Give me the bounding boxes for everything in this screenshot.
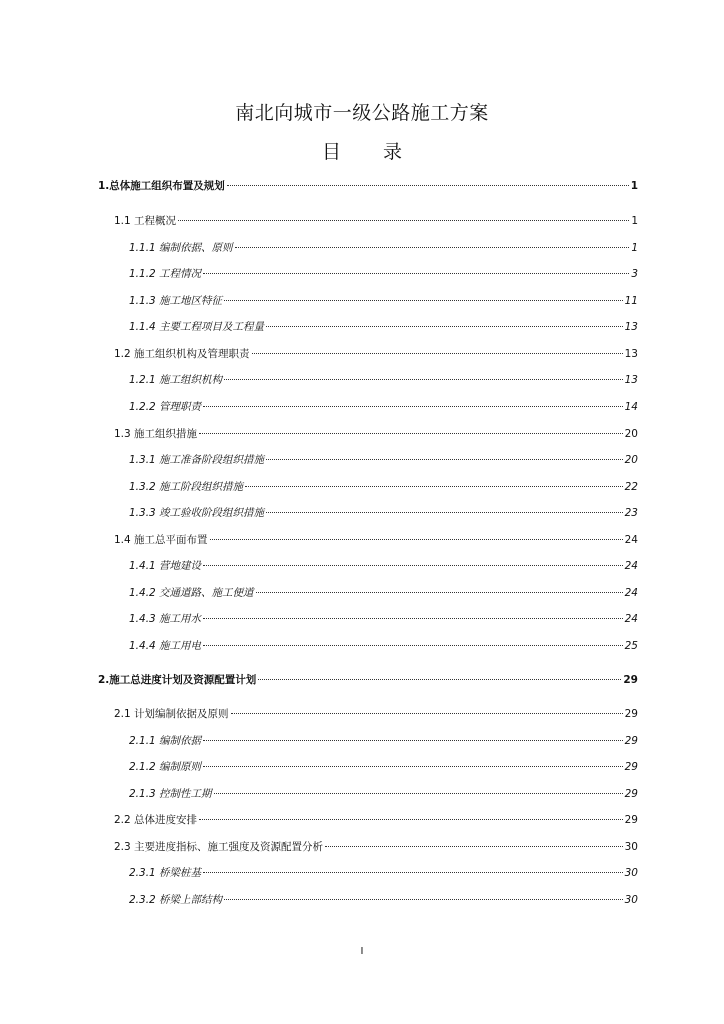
toc-entry-label: 2.1.1 编制依据 [129, 735, 202, 747]
toc-entry-page: 25 [624, 640, 638, 652]
toc-entry[interactable] [114, 532, 638, 548]
toc-entry-page: 29 [624, 735, 638, 747]
toc-entry[interactable] [129, 585, 638, 601]
toc-leader-dots [199, 819, 623, 820]
toc-entry-label: 1.3.3 竣工验收阶段组织措施 [129, 507, 265, 519]
toc-leader-dots [231, 713, 623, 714]
toc-entry-label: 2.3 主要进度指标、施工强度及资源配置分析 [114, 841, 324, 853]
toc-heading: 目 录 [321, 141, 421, 163]
toc-entry-page: 24 [624, 534, 638, 546]
toc-leader-dots [227, 185, 629, 186]
toc-leader-dots [199, 433, 623, 434]
toc-entry-label: 2.2 总体进度安排 [114, 814, 198, 826]
toc-entry-page: 1 [631, 215, 638, 227]
toc-entry-label: 1.2.2 管理职责 [129, 401, 202, 413]
toc-entry[interactable] [129, 452, 638, 468]
toc-entry[interactable] [129, 759, 638, 775]
toc-entry-label: 1.3 施工组织措施 [114, 428, 198, 440]
toc-leader-dots [266, 512, 623, 513]
toc-entry-label: 1.总体施工组织布置及规划 [98, 180, 225, 192]
toc-entry-page: 1 [631, 242, 638, 254]
toc-leader-dots [224, 899, 623, 900]
toc-leader-dots [210, 539, 623, 540]
toc-entry[interactable] [129, 733, 638, 749]
toc-entry[interactable] [129, 892, 638, 908]
toc-entry-page: 11 [624, 295, 638, 307]
toc-entry-label: 2.3.2 桥梁上部结构 [129, 894, 223, 906]
toc-leader-dots [203, 406, 623, 407]
toc-leader-dots [178, 220, 629, 221]
toc-entry-page: 3 [631, 268, 638, 280]
toc-entry-page: 24 [624, 587, 638, 599]
toc-leader-dots [203, 645, 623, 646]
toc-entry-label: 1.1.1 编制依据、原则 [129, 242, 233, 254]
toc-entry-page: 13 [624, 374, 638, 386]
toc-entry-page: 29 [624, 788, 638, 800]
toc-entry[interactable] [129, 786, 638, 802]
page-number: I [360, 946, 364, 957]
document-title: 南北向城市一级公路施工方案 [235, 102, 489, 124]
toc-entry-page: 22 [624, 481, 638, 493]
toc-entry[interactable] [129, 372, 638, 388]
toc-entry[interactable] [129, 399, 638, 415]
toc-leader-dots [203, 766, 623, 767]
toc-entry-label: 2.1.3 控制性工期 [129, 788, 212, 800]
toc-leader-dots [214, 793, 623, 794]
toc-entry-label: 1.4.4 施工用电 [129, 640, 202, 652]
toc-entry[interactable] [129, 638, 638, 654]
toc-leader-dots [203, 273, 629, 274]
toc-entry-label: 2.1 计划编制依据及原则 [114, 708, 229, 720]
toc-leader-dots [256, 592, 623, 593]
toc-entry-page: 29 [624, 708, 638, 720]
toc-entry[interactable] [114, 346, 638, 362]
toc-entry[interactable] [129, 319, 638, 335]
toc-leader-dots [203, 565, 623, 566]
toc-entry-label: 1.1.4 主要工程项目及工程量 [129, 321, 265, 333]
toc-entry[interactable] [129, 865, 638, 881]
toc-entry[interactable] [129, 611, 638, 627]
toc-entry-label: 1.1 工程概况 [114, 215, 177, 227]
toc-entry-page: 20 [624, 454, 638, 466]
toc-leader-dots [258, 679, 621, 680]
toc-entry[interactable] [114, 706, 638, 722]
toc-leader-dots [203, 618, 623, 619]
toc-entry[interactable] [129, 240, 638, 256]
toc-entry-label: 1.1.3 施工地区特征 [129, 295, 223, 307]
toc-entry-page: 30 [624, 867, 638, 879]
toc-leader-dots [245, 486, 623, 487]
toc-entry-label: 1.3.1 施工准备阶段组织措施 [129, 454, 265, 466]
toc-entry[interactable] [114, 213, 638, 229]
toc-leader-dots [203, 872, 623, 873]
toc-entry-page: 30 [624, 894, 638, 906]
toc-entry[interactable] [129, 266, 638, 282]
toc-entry-label: 1.1.2 工程情况 [129, 268, 202, 280]
toc-leader-dots [235, 247, 630, 248]
toc-entry-label: 1.4.3 施工用水 [129, 613, 202, 625]
toc-leader-dots [266, 326, 623, 327]
toc-entry-page: 29 [623, 674, 638, 686]
toc-entry[interactable] [114, 426, 638, 442]
toc-entry[interactable] [114, 839, 638, 855]
toc-entry-label: 2.1.2 编制原则 [129, 761, 202, 773]
toc-entry-page: 30 [624, 841, 638, 853]
toc-entry-label: 2.3.1 桥梁桩基 [129, 867, 202, 879]
toc-entry-label: 1.4.1 营地建设 [129, 560, 202, 572]
toc-entry-label: 2.施工总进度计划及资源配置计划 [98, 674, 257, 686]
toc-entry-page: 24 [624, 613, 638, 625]
toc-entry-label: 1.3.2 施工阶段组织措施 [129, 481, 244, 493]
toc-entry-page: 13 [624, 321, 638, 333]
toc-entry-label: 1.2.1 施工组织机构 [129, 374, 223, 386]
toc-leader-dots [266, 459, 623, 460]
toc-leader-dots [224, 300, 623, 301]
toc-entry-page: 29 [624, 761, 638, 773]
toc-entry[interactable] [114, 812, 638, 828]
toc-entry-page: 20 [624, 428, 638, 440]
toc-entry-page: 1 [630, 180, 638, 192]
toc-entry[interactable] [129, 479, 638, 495]
toc-entry-page: 29 [624, 814, 638, 826]
toc-entry-label: 1.4 施工总平面布置 [114, 534, 208, 546]
toc-entry-page: 13 [624, 348, 638, 360]
toc-leader-dots [252, 353, 623, 354]
toc-leader-dots [203, 740, 623, 741]
toc-leader-dots [224, 379, 623, 380]
toc-leader-dots [325, 846, 623, 847]
toc-entry-page: 23 [624, 507, 638, 519]
toc-entry-page: 24 [624, 560, 638, 572]
toc-entry[interactable] [98, 672, 638, 688]
toc-entry[interactable] [129, 293, 638, 309]
toc-entry[interactable] [98, 178, 638, 194]
toc-entry[interactable] [129, 558, 638, 574]
toc-entry[interactable] [129, 505, 638, 521]
toc-entry-label: 1.4.2 交通道路、施工便道 [129, 587, 254, 599]
toc-entry-label: 1.2 施工组织机构及管理职责 [114, 348, 250, 360]
toc-entry-page: 14 [624, 401, 638, 413]
